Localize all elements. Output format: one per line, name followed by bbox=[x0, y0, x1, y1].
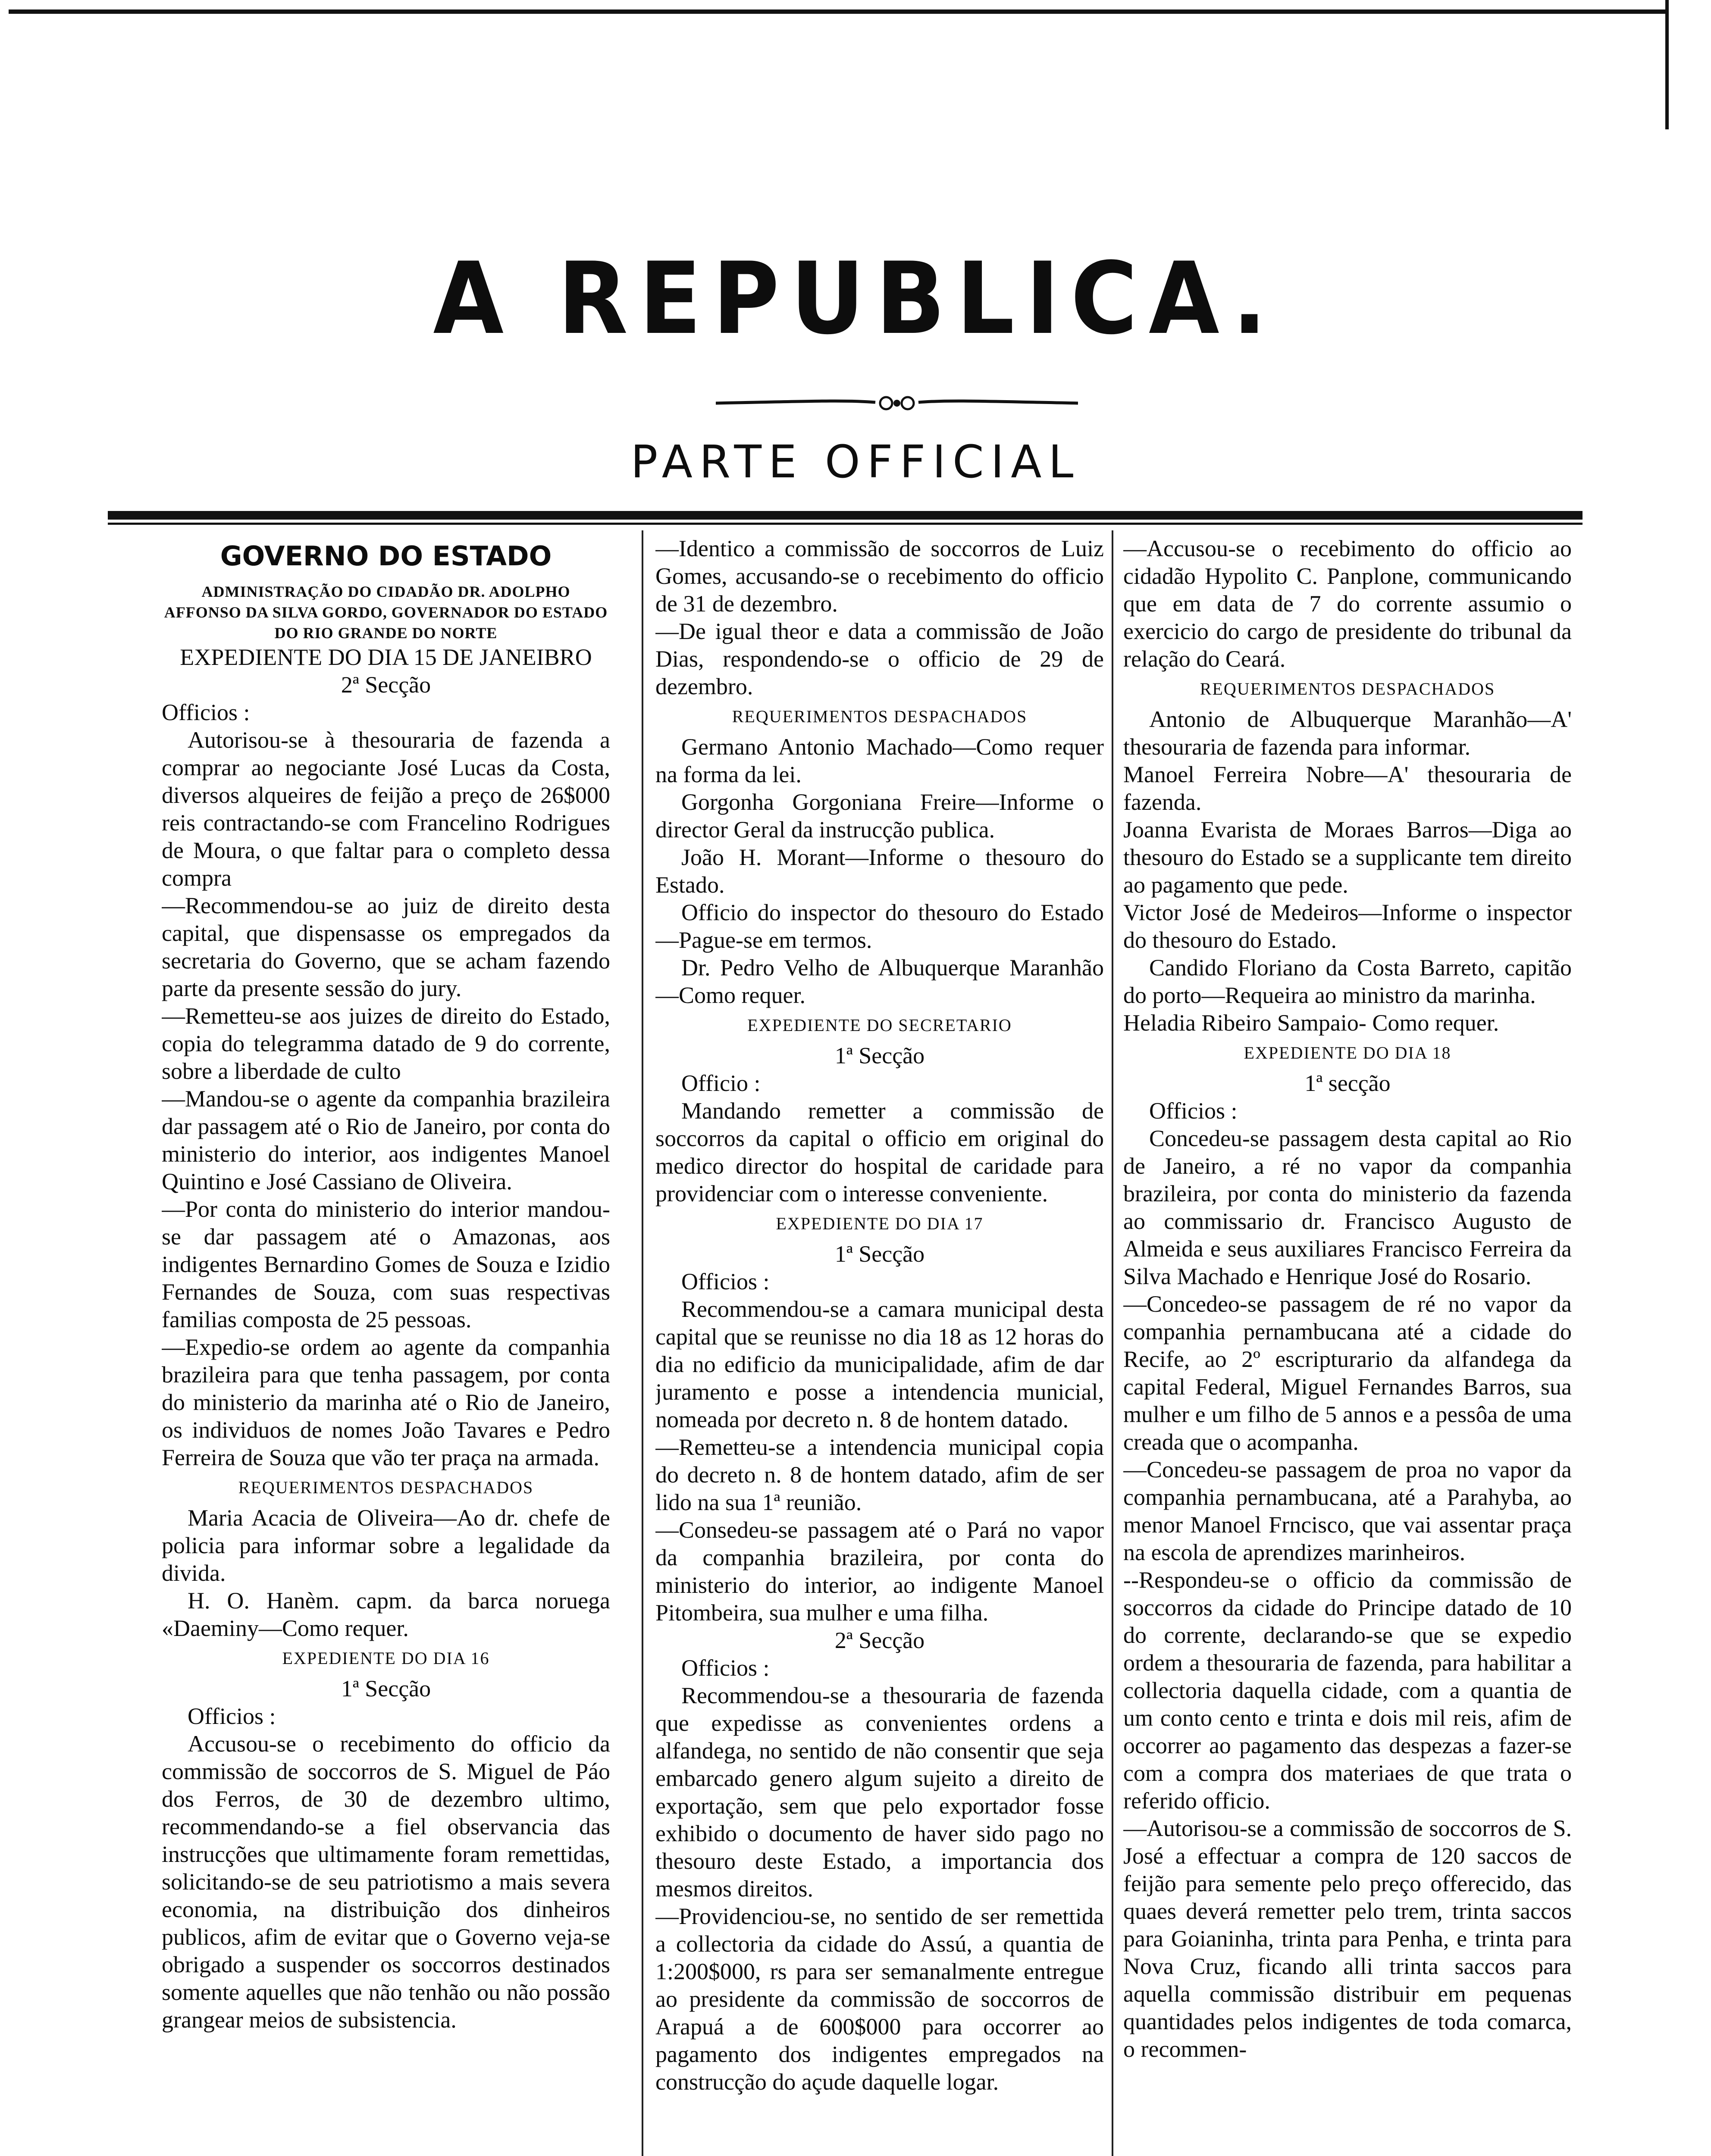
paragraph: Maria Acacia de Oliveira—Ao dr. chefe de policia para informar sobre a legalidade da divida. bbox=[162, 1505, 610, 1586]
paragraph: 1ª secção bbox=[1304, 1070, 1391, 1096]
paragraph: Recommendou-se a camara municipal desta capital que se reunisse no dia 18 as 12 horas do dia no edificio da municipalidade, afim de dar juramento e posse a intendencia municial, nomeada por decreto n. 8 de hontem datado. bbox=[655, 1296, 1104, 1432]
paragraph: Officio : bbox=[681, 1070, 761, 1096]
column-2 bbox=[655, 535, 1104, 2156]
paragraph: EXPEDIENTE DO DIA 15 DE JANEIBRO bbox=[180, 644, 592, 670]
column-rule bbox=[1112, 530, 1113, 2156]
top-border-rule bbox=[9, 9, 1669, 14]
section-heading: EXPEDIENTE DO DIA 18 bbox=[1244, 1043, 1451, 1062]
paragraph: —Autorisou-se a commissão de soccorros de S. José a effectuar a compra de 120 saccos de feijão para semente pelo preço offerecido, das quaes deverá remetter pelo trem, trinta saccos para Goianinha, trinta para Penha, e trinta para Nova Cruz, ficando alli trinta saccos para aquella commissão distribuir em pequenas quantidades pelos indigentes de toda comarca, o recommen- bbox=[1123, 1815, 1572, 2062]
paragraph: —Recommendou-se ao juiz de direito desta capital, que dispensasse os empregados da secretaria do Governo, que se acham fazendo parte da presente sessão do jury. bbox=[162, 893, 610, 1001]
paragraph: —Concedeu-se passagem de proa no vapor da companhia pernambucana, até a Parahyba, ao menor Manoel Frncisco, que vai assentar praça na escola de aprendizes marinheiros. bbox=[1123, 1457, 1572, 1565]
paragraph: Gorgonha Gorgoniana Freire—Informe o director Geral da instrucção publica. bbox=[655, 789, 1104, 843]
paragraph: Joanna Evarista de Moraes Barros—Diga ao thesouro do Estado se a supplicante tem direito ao pagamento que pede. bbox=[1123, 817, 1572, 898]
paragraph: H. O. Hanèm. capm. da barca noruega «Daeminy—Como requer. bbox=[162, 1588, 610, 1641]
section-heading: REQUERIMENTOS DESPACHADOS bbox=[732, 707, 1028, 726]
paragraph: 2ª Secção bbox=[341, 672, 431, 698]
main-rule bbox=[108, 511, 1583, 520]
ornament-divider bbox=[716, 390, 1078, 416]
paragraph: Officios : bbox=[188, 1703, 276, 1729]
paragraph: —Remetteu-se a intendencia municipal copia do decreto n. 8 de hontem datado, afim de ser lido na sua 1ª reunião. bbox=[655, 1434, 1104, 1515]
paragraph: Officios : bbox=[681, 1269, 770, 1294]
paragraph: Heladia Ribeiro Sampaio- Como requer. bbox=[1123, 1010, 1499, 1036]
paragraph: Officio do inspector do thesouro do Estado—Pague-se em termos. bbox=[655, 899, 1104, 953]
paragraph: Recommendou-se a thesouraria de fazenda que expedisse as convenientes ordens a alfandega, no sentido de não consentir que seja embarcado genero algum sujeito a direito de exportação, sem que pelo exportador fosse exhibido o documento de haver sido pago no thesouro deste Estado, a importancia dos mesmos direitos. bbox=[655, 1683, 1104, 1902]
paragraph: —Expedio-se ordem ao agente da companhia brazileira para que tenha passagem, por conta do ministerio da marinha até o Rio de Janeiro, os individuos de nomes João Tavares e Pedro Ferreira de Souza que vão ter praça na armada. bbox=[162, 1334, 610, 1470]
paragraph: —Concedeo-se passagem de ré no vapor da companhia pernambucana até a cidade do Recife, ao 2º escripturario da alfandega da capital Federal, Miguel Fernandes Barros, sua mulher e um filho de 5 annos e a pessôa de uma creada que o acompanha. bbox=[1123, 1291, 1572, 1455]
column-1 bbox=[162, 535, 610, 2156]
paragraph: —Identico a commissão de soccorros de Luiz Gomes, accusando-se o recebimento do officio de 31 de dezembro. bbox=[655, 536, 1104, 617]
main-rule-thin bbox=[108, 523, 1583, 525]
section-heading: EXPEDIENTE DO SECRETARIO bbox=[747, 1015, 1012, 1035]
column-3 bbox=[1123, 535, 1572, 2156]
paragraph: Mandando remetter a commissão de soccorros da capital o officio em original do medico director do hospital de caridade para providenciar com o interesse conveniente. bbox=[655, 1098, 1104, 1206]
paragraph: —Accusou-se o recebimento do officio ao cidadão Hypolito C. Panplone, communicando que em data de 7 do corrente assumio o exercicio do cargo de presidente do tribunal da relação do Ceará. bbox=[1123, 536, 1572, 672]
paragraph: Officios : bbox=[681, 1655, 770, 1681]
paragraph: João H. Morant—Informe o thesouro do Estado. bbox=[655, 844, 1104, 898]
paragraph: Officios : bbox=[1149, 1098, 1238, 1124]
column-rule bbox=[642, 530, 643, 2156]
paragraph: —Por conta do ministerio do interior mandou-se dar passagem até o Amazonas, aos indigentes Bernardino Gomes de Souza e Izidio Fernandes de Souza, com suas respectivas familias composta de 25 pessoas. bbox=[162, 1196, 610, 1332]
section-heading: REQUERIMENTOS DESPACHADOS bbox=[1200, 679, 1495, 699]
paragraph: 2ª Secção bbox=[834, 1627, 925, 1653]
paragraph: Autorisou-se à thesouraria de fazenda a comprar ao negociante José Lucas da Costa, diversos alqueires de feijão a preço de 26$000 reis contractando-se com Francelino Rodrigues de Moura, o que faltar para o completo dessa compra bbox=[162, 727, 610, 891]
paragraph: —De igual theor e data a commissão de João Dias, respondendo-se o officio de 29 de dezembro. bbox=[655, 618, 1104, 699]
paragraph: —Providenciou-se, no sentido de ser remettida a collectoria da cidade do Assú, a quantia de 1:200$000, rs para ser semanalmente entregue ao presidente da commissão de soccorros de Arapuá a de 600$000 para occorrer ao pagamento dos indigentes empregados na construcção do açude daquelle logar. bbox=[655, 1903, 1104, 2095]
section-heading: EXPEDIENTE DO DIA 16 bbox=[282, 1648, 490, 1668]
column-heading: GOVERNO DO ESTADO bbox=[220, 540, 552, 572]
paragraph: ADMINISTRAÇÃO DO CIDADÃO DR. ADOLPHO AFFONSO DA SILVA GORDO, GOVERNADOR DO ESTADO DO RIO GRANDE DO NORTE bbox=[164, 583, 608, 642]
paragraph: 1ª Secção bbox=[341, 1676, 431, 1702]
paragraph: —Remetteu-se aos juizes de direito do Estado, copia do telegramma datado de 9 do corrente, sobre a liberdade de culto bbox=[162, 1003, 610, 1084]
paragraph: Antonio de Albuquerque Maranhão—A' thesouraria de fazenda para informar. bbox=[1123, 706, 1572, 760]
masthead-title: A REPUBLICA. bbox=[433, 241, 1278, 357]
paragraph: Accusou-se o recebimento do officio da commissão de soccorros de S. Miguel de Páo dos Ferros, de 30 de dezembro ultimo, recommendando-se a fiel observancia das instrucções que ultimamente foram remettidas, solicitando-se de seu patriotismo a mais severa economia, na distribuição dos dinheiros publicos, afim de evitar que o Governo veja-se obrigado a suspender os soccorros destinados somente aquelles que não tenhão ou não possão grangear meios de subsistencia. bbox=[162, 1731, 610, 2033]
section-heading: REQUERIMENTOS DESPACHADOS bbox=[238, 1478, 534, 1497]
paragraph: Manoel Ferreira Nobre—A' thesouraria de fazenda. bbox=[1123, 761, 1572, 815]
section-heading: EXPEDIENTE DO DIA 17 bbox=[776, 1214, 984, 1233]
paragraph: —Consedeu-se passagem até o Pará no vapor da companhia brazileira, por conta do ministerio do interior, ao indigente Manoel Pitombeira, sua mulher e uma filha. bbox=[655, 1517, 1104, 1626]
paragraph: Victor José de Medeiros—Informe o inspector do thesouro do Estado. bbox=[1123, 899, 1572, 953]
paragraph: Germano Antonio Machado—Como requer na forma da lei. bbox=[655, 734, 1104, 787]
paragraph: --Respondeu-se o officio da commissão de soccorros da cidade do Principe datado de 10 do corrente, declarando-se que se expedio ordem a thesouraria de fazenda, para habilitar a collectoria daquella cidade, com a quantia de um conto cento e trinta e dois mil reis, afim de occorrer ao pagamento das despezas a fazer-se com a compra dos materiaes de que trata o referido officio. bbox=[1123, 1567, 1572, 1814]
paragraph: Dr. Pedro Velho de Albuquerque Maranhão—Como requer. bbox=[655, 955, 1104, 1008]
paragraph: Officios : bbox=[162, 699, 250, 725]
paragraph: 1ª Secção bbox=[834, 1043, 925, 1069]
right-edge-mark bbox=[1665, 0, 1669, 129]
paragraph: Concedeu-se passagem desta capital ao Rio de Janeiro, a ré no vapor da companhia brazileira, por conta do ministerio da fazenda ao commissario dr. Francisco Augusto de Almeida e seus auxiliares Francisco Ferreira da Silva Machado e Henrique José do Rosario. bbox=[1123, 1125, 1572, 1289]
section-title: PARTE OFFICIAL bbox=[630, 436, 1081, 488]
paragraph: Candido Floriano da Costa Barreto, capitão do porto—Requeira ao ministro da marinha. bbox=[1123, 955, 1572, 1008]
paragraph: 1ª Secção bbox=[834, 1241, 925, 1267]
paragraph: —Mandou-se o agente da companhia brazileira dar passagem até o Rio de Janeiro, por conta do ministerio do interior, aos indigentes Manoel Quintino e José Cassiano de Oliveira. bbox=[162, 1086, 610, 1194]
